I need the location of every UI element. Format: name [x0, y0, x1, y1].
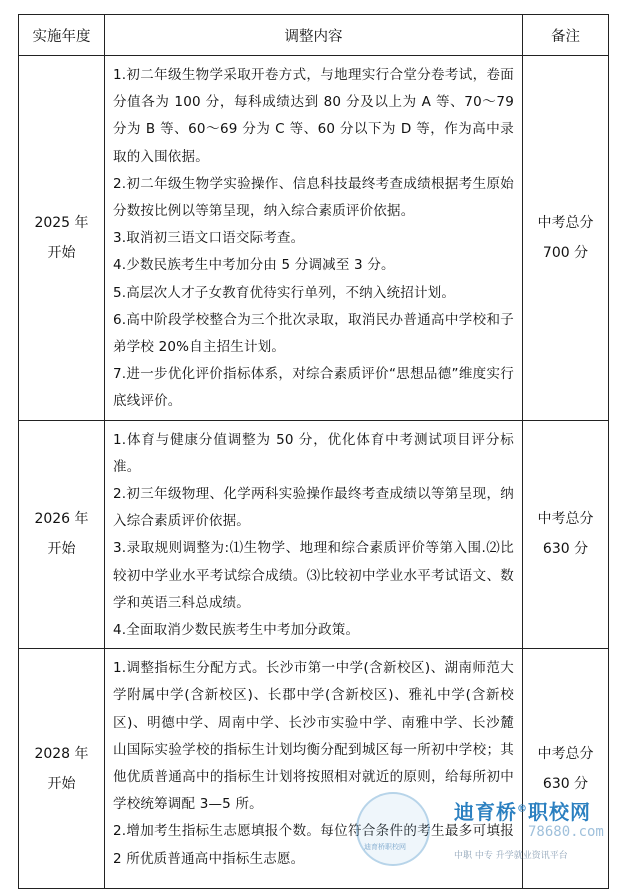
adjustment-item: 2.初二年级生物学实验操作、信息科技最终考查成绩根据考生原始分数按比例以等第呈现，纳入综合素质评价依据。	[113, 175, 514, 220]
site-watermark	[356, 792, 618, 872]
table-row-2025	[19, 56, 609, 421]
adjustment-item: 6.高中阶段学校整合为三个批次录取，取消民办普通高中学校和子弟学校 20%自主招生计划。	[113, 311, 514, 356]
year-label-suffix: 开始	[47, 775, 76, 792]
policy-table	[18, 14, 609, 889]
total-score-value: 700 分	[542, 244, 589, 261]
adjustment-item: 2.增加考生指标生志愿填报个数。每位符合条件的考生最多可填报 2 所优质普通高中指标生志愿。	[113, 823, 514, 867]
content-cell	[105, 56, 523, 421]
adjustment-item: 4.少数民族考生中考加分由 5 分调减至 3 分。	[113, 257, 395, 274]
adjustment-item: 3.录取规则调整为:⑴生物学、地理和综合素质评价等第入围.⑵比较初中学业水平考试综合成绩。⑶比较初中学业水平考试语文、数学和英语三科总成绩。	[113, 540, 514, 611]
year-label: 2025 年	[34, 214, 89, 231]
adjustment-item: 5.高层次人才子女教育优待实行单列，不纳入统招计划。	[113, 284, 456, 301]
total-score-label: 中考总分	[537, 511, 594, 528]
adjustment-item: 2.初三年级物理、化学两科实验操作最终考查成绩以等第呈现，纳入综合素质评价依据。	[113, 486, 514, 530]
header-content: 调整内容	[105, 15, 523, 56]
watermark-title-main: 迪育桥	[454, 800, 517, 824]
total-score-label: 中考总分	[537, 214, 594, 231]
total-score-value: 630 分	[542, 541, 589, 558]
year-label-suffix: 开始	[47, 541, 76, 558]
adjustment-item: 1.体育与健康分值调整为 50 分，优化体育中考测试项目评分标准。	[113, 431, 514, 475]
year-label-suffix: 开始	[47, 244, 76, 261]
header-note: 备注	[523, 15, 609, 56]
note-cell	[523, 420, 609, 649]
watermark-url: 78680.com	[528, 824, 604, 840]
registered-mark: ®	[517, 803, 528, 815]
adjustment-item: 1.调整指标生分配方式。长沙市第一中学(含新校区)、湖南师范大学附属中学(含新校区)、长郡中学(含新校区)、雅礼中学(含新校区)、明德中学、周南中学、长沙市实验中学、南雅中学、长沙麓山国际实验学校的指标生计划均衡分配到城区每一所初中学校；其他优质普通高中的指标生计划将按照相对就近的原则，给每所初中学校统筹调配 3—5 所。	[113, 660, 514, 813]
year-label: 2026 年	[34, 511, 89, 528]
watermark-seal-text: 迪育桥职校网	[364, 843, 406, 851]
watermark-title	[454, 796, 591, 825]
adjustment-item: 7.进一步优化评价指标体系，对综合素质评价“思想品德”维度实行底线评价。	[113, 366, 514, 410]
watermark-subtitle: 中职 中专 升学就业资讯平台	[454, 851, 568, 861]
table-header-row	[19, 15, 609, 56]
table-row-2026	[19, 420, 609, 649]
year-cell	[19, 420, 105, 649]
note-cell	[523, 56, 609, 421]
total-score-value: 630 分	[542, 775, 589, 792]
year-label: 2028 年	[34, 745, 89, 762]
header-year: 实施年度	[19, 15, 105, 56]
adjustment-item: 4.全面取消少数民族考生中考加分政策。	[113, 622, 360, 639]
year-cell	[19, 649, 105, 889]
watermark-seal-icon	[356, 792, 430, 866]
adjustment-item: 1.初二年级生物学采取开卷方式，与地理实行合堂分卷考试，卷面分值各为 100 分，每科成绩达到 80 分及以上为 A 等、70～79 分为 B 等、60～69 分为 C 等、60 分以下为 D 等，作为高中录取的入围依据。	[113, 67, 514, 165]
adjustment-item: 3.取消初三语文口语交际考查。	[113, 230, 305, 247]
total-score-label: 中考总分	[537, 745, 594, 762]
content-cell	[105, 420, 523, 649]
year-cell	[19, 56, 105, 421]
watermark-title-suffix: 职校网	[528, 800, 591, 824]
